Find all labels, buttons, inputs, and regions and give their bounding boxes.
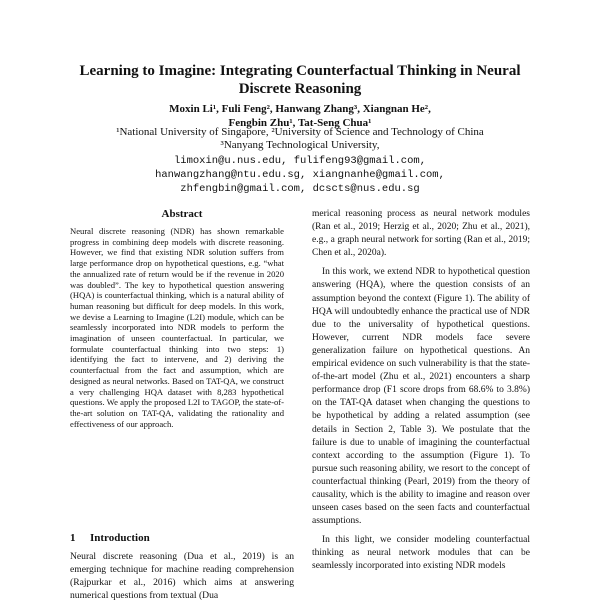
paragraph: merical reasoning process as neural network modules (Ran et al., 2019; Herzig et al., 2020; Zhu et al., 2021), e.g., a graph neural network for sorting (Ran et al., 2019; Chen et al., 2020a). — [312, 209, 530, 259]
abstract-heading: Abstract — [161, 208, 203, 220]
title-line-2: Discrete Reasoning — [238, 81, 362, 97]
title-line-1: Learning to Imagine: Integrating Counterfactual Thinking in Neural — [79, 63, 521, 79]
introduction-heading — [70, 532, 150, 544]
abstract-text: Neural discrete reasoning (NDR) has shown remarkable progress in combining deep models with discrete reasoning. However, we find that existing NDR solution suffers from large performance drop on hypothetical questions, e.g. “what the annualized rate of return would be if the revenue in 2020 was doubled”. The key to hypothetical question answering (HQA) is counterfactual thinking, which is a natural ability of human reasoning but difficult for deep models. In this work, we devise a Learning to Imagine (L2I) module, which can be seamlessly incorporated into NDR models to perform the imagination of unseen counterfactual. In particular, we formulate counterfactual thinking into two steps: 1) identifying the fact to intervene, and 2) deriving the counterfactual from the fact and assumption, which are designed as neural networks. Based on TAT-QA, we construct a very challenging HQA dataset with 8,283 hypothetical questions. We apply the proposed L2I to TAGOP, the state-of-the-art solution on TAT-QA, validating the rationality and effectiveness of our approach. — [70, 226, 284, 429]
affiliation-line-1: ¹National University of Singapore, ²University of Science and Technology of China — [116, 126, 484, 138]
introduction-text: Neural discrete reasoning (Dua et al., 2019) is an emerging technique for machine reading comprehension (Rajpurkar et al., 2016) which aims at answering numerical questions from textual (Dua — [70, 551, 294, 601]
email-list — [40, 154, 560, 196]
affiliation-line-2: ³Nanyang Technological University, — [220, 139, 380, 151]
affiliations — [40, 126, 560, 152]
paragraph: In this light, we consider modeling counterfactual thinking as neural network modules that can be seamlessly incorporated into existing NDR models — [312, 535, 530, 572]
paper-title — [40, 62, 560, 98]
section-number: 1 — [70, 532, 76, 544]
authors-line-1: Moxin Li¹, Fuli Feng², Hanwang Zhang³, Xiangnan He², — [169, 103, 431, 115]
paragraph: In this work, we extend NDR to hypothetical question answering (HQA), where the question consists of an assumption beyond the context (Figure 1). The ability of HQA will undoubtedly enhance the practical use of NDR due to the universality of hypothetical questions. However, current NDR models face severe generalization failure on hypothetical questions. An empirical evidence on such vulnerability is that the state-of-the-art model (Zhu et al., 2021) encounters a sharp performance drop (F1 score drops from 68.6% to 3.8%) on the TAT-QA dataset when changing the questions to be hypothetical by adding a related assumption (see details in Section 2, Table 3). We postulate that the failure is due to unable of imagining the counterfactual context according to the assumption (Figure 1). To pursue such reasoning ability, we resort to the concept of counterfactual thinking (Pearl, 2019) from the theory of causality, which is the ability to imagine and reason over unseen cases based on the seen facts and counterfactual assumptions. — [312, 267, 530, 527]
authors-line-2: Fengbin Zhu¹, Tat-Seng Chua¹ — [228, 117, 372, 129]
email-line: zhfengbin@gmail.com, dcscts@nus.edu.sg — [180, 183, 420, 195]
email-line: hanwangzhang@ntu.edu.sg, xiangnanhe@gmail.com, — [155, 169, 445, 181]
right-column — [312, 208, 530, 580]
section-title: Introduction — [90, 532, 150, 544]
email-line: limoxin@u.nus.edu, fulifeng93@gmail.com, — [173, 155, 427, 167]
